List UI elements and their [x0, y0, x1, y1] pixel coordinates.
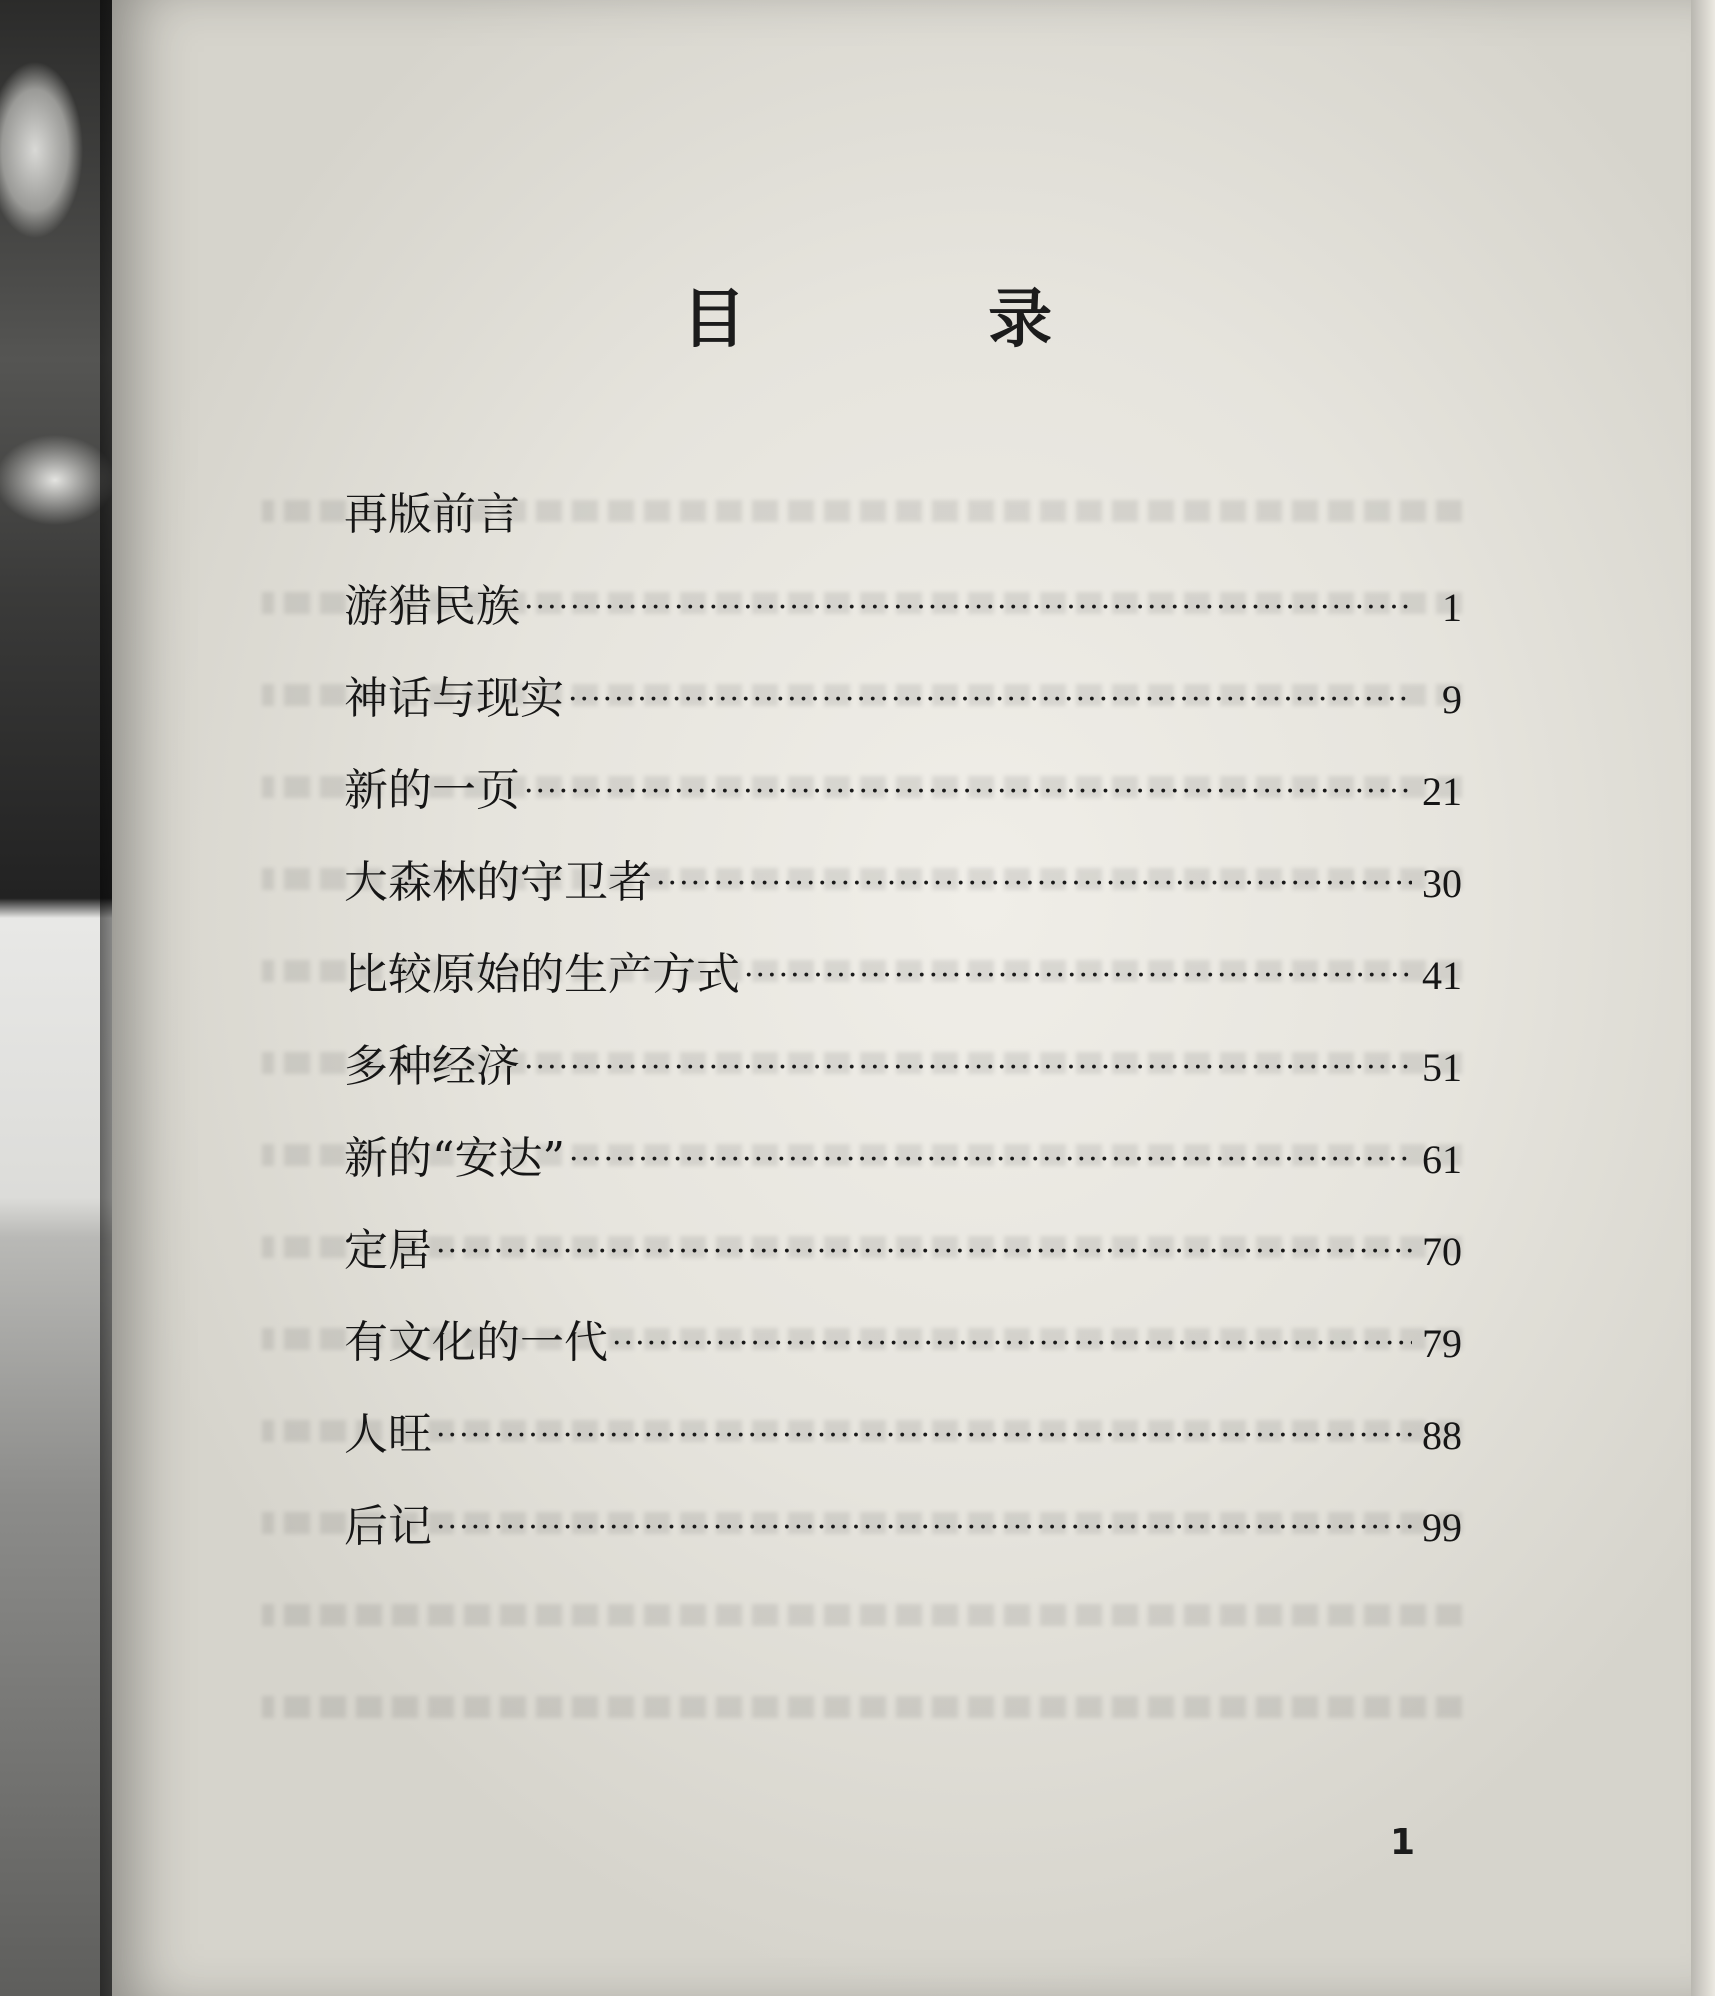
toc-page-number: 30 — [1422, 861, 1462, 906]
dot-leader — [436, 1234, 1412, 1269]
dot-leader — [656, 866, 1412, 901]
book-page — [112, 0, 1692, 1996]
toc-entry-title: 新的一页 — [344, 765, 520, 816]
toc-page-number: 9 — [1442, 677, 1462, 722]
toc-entry-title: 新的“安达” — [344, 1133, 565, 1184]
toc-entry[interactable] — [344, 570, 1462, 662]
table-of-contents — [344, 478, 1462, 1582]
toc-entry[interactable] — [344, 1490, 1462, 1582]
toc-page-number: 79 — [1422, 1321, 1462, 1366]
dot-leader — [436, 1510, 1412, 1545]
toc-entry-title: 神话与现实 — [344, 673, 564, 724]
toc-entry[interactable] — [344, 1214, 1462, 1306]
toc-entry[interactable] — [344, 478, 1462, 570]
toc-entry[interactable] — [344, 846, 1462, 938]
dot-leader — [436, 1418, 1412, 1453]
toc-page-number: 51 — [1422, 1045, 1462, 1090]
toc-entry[interactable] — [344, 1122, 1462, 1214]
toc-page-number: 88 — [1422, 1413, 1462, 1458]
dot-leader — [524, 1050, 1412, 1085]
toc-entry[interactable] — [344, 1030, 1462, 1122]
toc-entry-title: 多种经济 — [344, 1041, 520, 1092]
toc-entry-title: 有文化的一代 — [344, 1317, 608, 1368]
toc-page-number: 41 — [1422, 953, 1462, 998]
dot-leader — [612, 1326, 1412, 1361]
toc-entry[interactable] — [344, 754, 1462, 846]
dot-leader — [524, 774, 1412, 809]
toc-page-number: 21 — [1422, 769, 1462, 814]
toc-entry[interactable] — [344, 938, 1462, 1030]
toc-entry-title: 定居 — [344, 1225, 432, 1276]
page-title: 目 录 — [681, 283, 1163, 357]
toc-entry-title: 后记 — [344, 1501, 432, 1552]
toc-page-number: 99 — [1422, 1505, 1462, 1550]
toc-page-number: 61 — [1422, 1137, 1462, 1182]
page-number: 1 — [1390, 1822, 1416, 1863]
dot-leader — [568, 682, 1412, 717]
toc-entry-title: 大森林的守卫者 — [344, 857, 652, 908]
toc-entry-title: 再版前言 — [344, 489, 520, 540]
dot-leader — [524, 590, 1412, 625]
toc-entry[interactable] — [344, 1398, 1462, 1490]
toc-entry-title: 比较原始的生产方式 — [344, 949, 740, 1000]
toc-entry-title: 游猎民族 — [344, 581, 520, 632]
toc-entry[interactable] — [344, 662, 1462, 754]
toc-entry-title: 人旺 — [344, 1409, 432, 1460]
toc-page-number: 1 — [1442, 585, 1462, 630]
dot-leader — [569, 1142, 1412, 1177]
background-edge — [1691, 0, 1715, 1996]
dot-leader — [744, 958, 1412, 993]
toc-entry[interactable] — [344, 1306, 1462, 1398]
toc-page-number: 70 — [1422, 1229, 1462, 1274]
